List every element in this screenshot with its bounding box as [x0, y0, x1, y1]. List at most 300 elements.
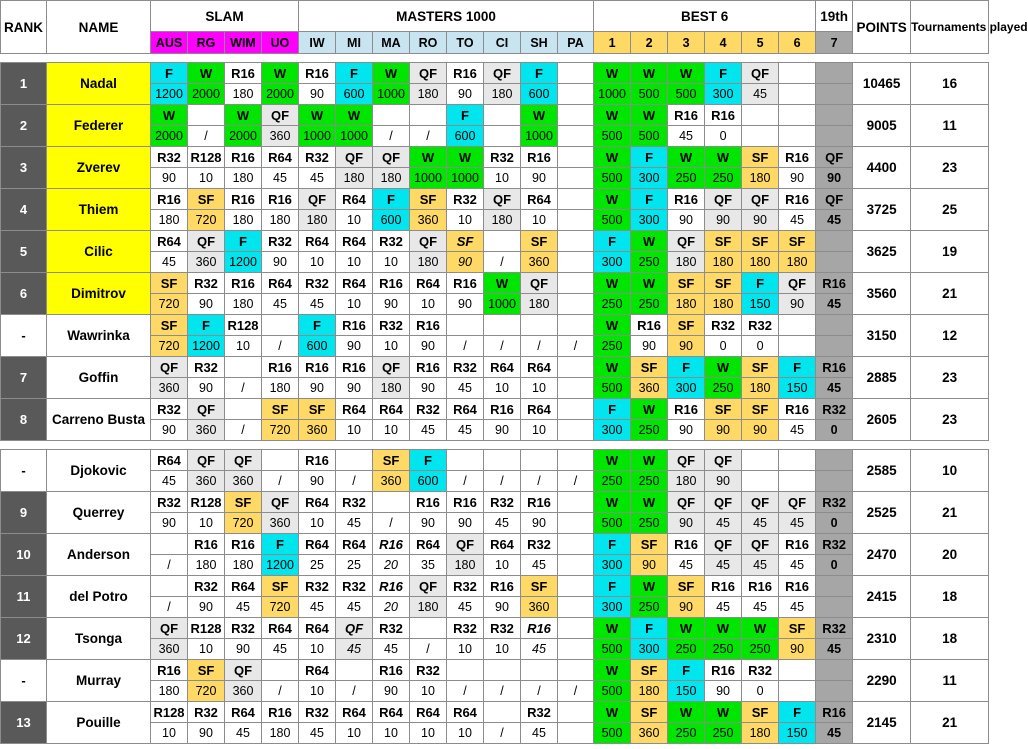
result-cell: W: [631, 576, 668, 597]
result-cell: R16: [816, 357, 853, 378]
result-cell: SF: [742, 399, 779, 420]
points-cell: [779, 471, 816, 492]
result-cell: R16: [779, 189, 816, 210]
points-cell: 180: [779, 252, 816, 273]
result-cell: F: [668, 357, 705, 378]
result-cell: W: [631, 63, 668, 84]
result-cell: R16: [779, 399, 816, 420]
points-cell: 250: [705, 378, 742, 399]
result-cell: R16: [225, 147, 262, 168]
result-cell: W: [705, 147, 742, 168]
result-cell: [225, 399, 262, 420]
result-cell: [558, 273, 594, 294]
points-cell: [816, 681, 853, 702]
result-cell: W: [188, 63, 225, 84]
result-cell: SF: [447, 231, 484, 252]
result-cell: R32: [336, 492, 373, 513]
result-cell: QF: [373, 357, 410, 378]
player-row: [1, 273, 989, 294]
result-cell: R64: [521, 399, 558, 420]
points-cell: 20: [373, 555, 410, 576]
points-cell: 720: [262, 420, 299, 441]
points-cell: 250: [631, 471, 668, 492]
points-cell: [779, 336, 816, 357]
points-cell: 10: [484, 639, 521, 660]
points-cell: [558, 555, 594, 576]
col-header-ma: MA: [373, 32, 410, 54]
result-cell: R64: [447, 702, 484, 723]
header-row-groups: [1, 1, 989, 32]
result-cell: [742, 450, 779, 471]
result-cell: F: [262, 534, 299, 555]
points-cell: 45: [299, 168, 336, 189]
player-row: [1, 534, 989, 555]
points-cell: 45: [816, 378, 853, 399]
points-cell: 600: [299, 336, 336, 357]
points-cell: 250: [594, 294, 631, 315]
result-cell: [816, 105, 853, 126]
result-cell: [779, 315, 816, 336]
result-cell: R64: [299, 534, 336, 555]
points-cell: 10: [225, 336, 262, 357]
points-cell: 250: [705, 168, 742, 189]
result-cell: R16: [410, 315, 447, 336]
points-cell: 45: [705, 597, 742, 618]
result-cell: R16: [410, 492, 447, 513]
player-name: Djokovic: [47, 450, 151, 492]
points-cell: 150: [779, 378, 816, 399]
points-cell: 90: [779, 294, 816, 315]
tournaments-header: Tournaments played: [911, 1, 989, 54]
points-cell: 500: [594, 681, 631, 702]
result-cell: R16: [668, 399, 705, 420]
points-cell: 180: [373, 378, 410, 399]
result-cell: F: [594, 534, 631, 555]
points-cell: 90: [299, 84, 336, 105]
rank-cell: 8: [1, 399, 47, 441]
points-cell: 90: [447, 84, 484, 105]
result-cell: W: [594, 147, 631, 168]
result-cell: R128: [225, 315, 262, 336]
result-cell: QF: [225, 660, 262, 681]
tournaments-played: 11: [911, 660, 989, 702]
points-cell: 10: [447, 210, 484, 231]
points-cell: [558, 126, 594, 147]
points-cell: 1000: [521, 126, 558, 147]
points-cell: 10: [336, 420, 373, 441]
result-cell: [521, 315, 558, 336]
result-cell: R16: [336, 357, 373, 378]
result-cell: SF: [668, 576, 705, 597]
result-cell: F: [705, 63, 742, 84]
col-header-pa: PA: [558, 32, 594, 54]
points-cell: 45: [779, 597, 816, 618]
rank-cell: -: [1, 315, 47, 357]
result-cell: W: [742, 618, 779, 639]
points-cell: 45: [447, 378, 484, 399]
result-cell: R16: [262, 702, 299, 723]
points-cell: 180: [262, 723, 299, 744]
result-cell: W: [484, 273, 521, 294]
points-cell: 180: [188, 555, 225, 576]
result-cell: R32: [262, 231, 299, 252]
points-cell: 300: [705, 84, 742, 105]
result-cell: R32: [188, 576, 225, 597]
points-cell: 90: [631, 336, 668, 357]
result-cell: R32: [336, 576, 373, 597]
result-cell: [521, 660, 558, 681]
result-cell: R64: [299, 492, 336, 513]
separator-row: [1, 54, 989, 63]
points-cell: 180: [484, 210, 521, 231]
col-header-aus: AUS: [151, 32, 188, 54]
result-cell: W: [594, 357, 631, 378]
points-cell: 180: [742, 378, 779, 399]
points-cell: 45: [521, 723, 558, 744]
col-header-wim: WIM: [225, 32, 262, 54]
points-cell: 10: [188, 168, 225, 189]
total-points: 4400: [853, 147, 911, 189]
points-cell: 45: [151, 471, 188, 492]
result-cell: F: [668, 660, 705, 681]
result-cell: [262, 315, 299, 336]
result-cell: R16: [521, 492, 558, 513]
result-cell: [816, 450, 853, 471]
result-cell: R64: [151, 450, 188, 471]
result-cell: SF: [779, 231, 816, 252]
rank-cell: 10: [1, 534, 47, 576]
points-cell: 45: [816, 723, 853, 744]
points-cell: 300: [631, 210, 668, 231]
player-name: del Potro: [47, 576, 151, 618]
result-cell: [558, 63, 594, 84]
result-cell: SF: [262, 576, 299, 597]
result-cell: QF: [262, 105, 299, 126]
result-cell: QF: [779, 273, 816, 294]
points-cell: 500: [631, 84, 668, 105]
result-cell: R16: [816, 702, 853, 723]
points-cell: 90: [668, 513, 705, 534]
result-cell: R16: [779, 534, 816, 555]
points-cell: [816, 126, 853, 147]
result-cell: R64: [225, 702, 262, 723]
points-cell: 45: [705, 555, 742, 576]
points-cell: /: [262, 336, 299, 357]
points-cell: 10: [299, 252, 336, 273]
result-cell: SF: [742, 702, 779, 723]
total-points: 2525: [853, 492, 911, 534]
points-cell: [816, 471, 853, 492]
result-cell: [373, 492, 410, 513]
points-cell: 45: [521, 639, 558, 660]
points-cell: [558, 513, 594, 534]
result-cell: R64: [262, 273, 299, 294]
points-cell: [779, 126, 816, 147]
col-header-nineteenth: 7: [816, 32, 853, 54]
points-cell: 180: [447, 555, 484, 576]
tournaments-played: 23: [911, 399, 989, 441]
rank-cell: 9: [1, 492, 47, 534]
tournaments-played: 12: [911, 315, 989, 357]
points-cell: 360: [373, 471, 410, 492]
points-cell: 180: [668, 471, 705, 492]
player-row: [1, 63, 989, 84]
result-cell: R64: [373, 399, 410, 420]
points-cell: [742, 471, 779, 492]
points-cell: 10: [521, 420, 558, 441]
result-cell: R32: [188, 273, 225, 294]
result-cell: W: [594, 618, 631, 639]
points-cell: [484, 126, 521, 147]
result-cell: [521, 450, 558, 471]
result-cell: W: [594, 702, 631, 723]
points-cell: 250: [631, 513, 668, 534]
result-cell: [410, 105, 447, 126]
result-cell: W: [631, 105, 668, 126]
points-cell: 45: [484, 513, 521, 534]
rank-cell: 13: [1, 702, 47, 744]
rank-cell: 7: [1, 357, 47, 399]
result-cell: [779, 105, 816, 126]
points-cell: [558, 168, 594, 189]
result-cell: [816, 660, 853, 681]
points-cell: 20: [373, 597, 410, 618]
points-cell: 10: [336, 210, 373, 231]
points-cell: 90: [631, 555, 668, 576]
points-cell: 250: [594, 471, 631, 492]
result-cell: [447, 660, 484, 681]
result-cell: R16: [631, 315, 668, 336]
rank-cell: 1: [1, 63, 47, 105]
tournaments-played: 20: [911, 534, 989, 576]
points-cell: 2000: [188, 84, 225, 105]
result-cell: SF: [410, 189, 447, 210]
result-cell: R64: [336, 189, 373, 210]
points-cell: [558, 378, 594, 399]
player-row: [1, 231, 989, 252]
points-cell: 0: [742, 681, 779, 702]
result-cell: R64: [521, 189, 558, 210]
separator: [1, 441, 989, 450]
result-cell: R64: [447, 399, 484, 420]
player-name: Pouille: [47, 702, 151, 744]
points-cell: 500: [594, 378, 631, 399]
tournaments-played: 16: [911, 63, 989, 105]
result-cell: R64: [484, 357, 521, 378]
result-cell: R32: [410, 660, 447, 681]
result-cell: SF: [631, 702, 668, 723]
result-cell: W: [594, 105, 631, 126]
result-cell: R64: [299, 660, 336, 681]
result-cell: R32: [188, 702, 225, 723]
points-cell: 360: [410, 210, 447, 231]
points-cell: 250: [594, 336, 631, 357]
player-row: [1, 660, 989, 681]
points-cell: 10: [484, 168, 521, 189]
points-cell: 90: [373, 681, 410, 702]
points-cell: 10: [373, 420, 410, 441]
player-name: Wawrinka: [47, 315, 151, 357]
points-cell: 90: [410, 513, 447, 534]
result-cell: QF: [410, 576, 447, 597]
points-cell: 180: [225, 555, 262, 576]
points-cell: 90: [668, 210, 705, 231]
result-cell: W: [668, 618, 705, 639]
points-cell: 45: [151, 252, 188, 273]
result-cell: W: [705, 702, 742, 723]
points-cell: /: [410, 126, 447, 147]
points-cell: 90: [779, 168, 816, 189]
points-cell: 10: [484, 555, 521, 576]
points-cell: 45: [742, 84, 779, 105]
tournaments-played: 23: [911, 357, 989, 399]
result-cell: R32: [299, 273, 336, 294]
col-header-best-6: 6: [779, 32, 816, 54]
col-header-ro: RO: [410, 32, 447, 54]
col-header-best-2: 2: [631, 32, 668, 54]
points-cell: /: [188, 126, 225, 147]
points-cell: 250: [668, 639, 705, 660]
result-cell: SF: [521, 576, 558, 597]
result-cell: F: [631, 618, 668, 639]
points-cell: 90: [299, 378, 336, 399]
points-cell: 180: [151, 210, 188, 231]
result-cell: R32: [373, 315, 410, 336]
player-name: Federer: [47, 105, 151, 147]
result-cell: W: [594, 63, 631, 84]
result-cell: QF: [705, 534, 742, 555]
result-cell: QF: [262, 492, 299, 513]
player-name: Carreno Busta: [47, 399, 151, 441]
rank-cell: 3: [1, 147, 47, 189]
points-cell: 1200: [188, 336, 225, 357]
points-cell: 360: [188, 252, 225, 273]
points-cell: 25: [336, 555, 373, 576]
points-cell: [779, 681, 816, 702]
result-cell: F: [410, 450, 447, 471]
points-cell: 250: [668, 723, 705, 744]
points-cell: 45: [447, 597, 484, 618]
points-cell: 45: [336, 639, 373, 660]
total-points: 9005: [853, 105, 911, 147]
result-cell: [816, 315, 853, 336]
points-cell: 360: [225, 681, 262, 702]
points-cell: 600: [373, 210, 410, 231]
points-cell: 1200: [151, 84, 188, 105]
result-cell: F: [336, 63, 373, 84]
points-cell: 360: [631, 378, 668, 399]
result-cell: SF: [705, 399, 742, 420]
points-cell: 10: [484, 378, 521, 399]
result-cell: F: [631, 189, 668, 210]
result-cell: R16: [668, 105, 705, 126]
result-cell: R128: [188, 618, 225, 639]
result-cell: R16: [447, 492, 484, 513]
result-cell: [779, 450, 816, 471]
points-cell: /: [151, 555, 188, 576]
result-cell: QF: [668, 492, 705, 513]
points-cell: 250: [705, 723, 742, 744]
result-cell: R32: [521, 534, 558, 555]
result-cell: SF: [151, 315, 188, 336]
player-name: Goffin: [47, 357, 151, 399]
result-cell: F: [742, 273, 779, 294]
result-cell: R128: [188, 492, 225, 513]
points-cell: [558, 639, 594, 660]
points-cell: 10: [373, 252, 410, 273]
points-cell: 500: [594, 723, 631, 744]
result-cell: F: [299, 315, 336, 336]
points-cell: 10: [521, 210, 558, 231]
points-cell: 720: [188, 210, 225, 231]
player-row: [1, 450, 989, 471]
points-cell: /: [336, 681, 373, 702]
points-cell: 90: [521, 168, 558, 189]
result-cell: W: [705, 357, 742, 378]
result-cell: [484, 450, 521, 471]
result-cell: R32: [484, 147, 521, 168]
result-cell: R16: [779, 147, 816, 168]
points-cell: /: [225, 420, 262, 441]
points-cell: 0: [816, 513, 853, 534]
points-cell: 45: [373, 639, 410, 660]
result-cell: W: [594, 189, 631, 210]
result-cell: R64: [336, 399, 373, 420]
result-cell: R32: [816, 399, 853, 420]
result-cell: [447, 450, 484, 471]
result-cell: W: [631, 492, 668, 513]
result-cell: R64: [410, 273, 447, 294]
points-cell: [558, 210, 594, 231]
result-cell: F: [373, 189, 410, 210]
player-row: [1, 105, 989, 126]
result-cell: R128: [151, 702, 188, 723]
result-cell: W: [299, 105, 336, 126]
points-cell: /: [558, 681, 594, 702]
result-cell: QF: [816, 189, 853, 210]
points-cell: 45: [299, 597, 336, 618]
points-cell: 300: [631, 168, 668, 189]
result-cell: QF: [410, 63, 447, 84]
result-cell: QF: [484, 189, 521, 210]
points-cell: /: [151, 597, 188, 618]
points-cell: 180: [484, 84, 521, 105]
rank-cell: 5: [1, 231, 47, 273]
result-cell: R32: [447, 618, 484, 639]
result-cell: [484, 105, 521, 126]
result-cell: R64: [151, 231, 188, 252]
player-row: [1, 357, 989, 378]
points-cell: 90: [816, 168, 853, 189]
result-cell: [816, 576, 853, 597]
result-cell: SF: [521, 231, 558, 252]
result-cell: R64: [373, 702, 410, 723]
total-points: 2145: [853, 702, 911, 744]
points-cell: 720: [262, 597, 299, 618]
result-cell: SF: [742, 231, 779, 252]
result-cell: F: [521, 63, 558, 84]
result-cell: R16: [262, 189, 299, 210]
result-cell: [151, 534, 188, 555]
points-cell: 500: [594, 513, 631, 534]
points-cell: 1200: [262, 555, 299, 576]
points-cell: 2000: [151, 126, 188, 147]
total-points: 2310: [853, 618, 911, 660]
result-cell: SF: [631, 357, 668, 378]
points-cell: [558, 597, 594, 618]
points-cell: 250: [631, 597, 668, 618]
result-cell: R32: [151, 399, 188, 420]
